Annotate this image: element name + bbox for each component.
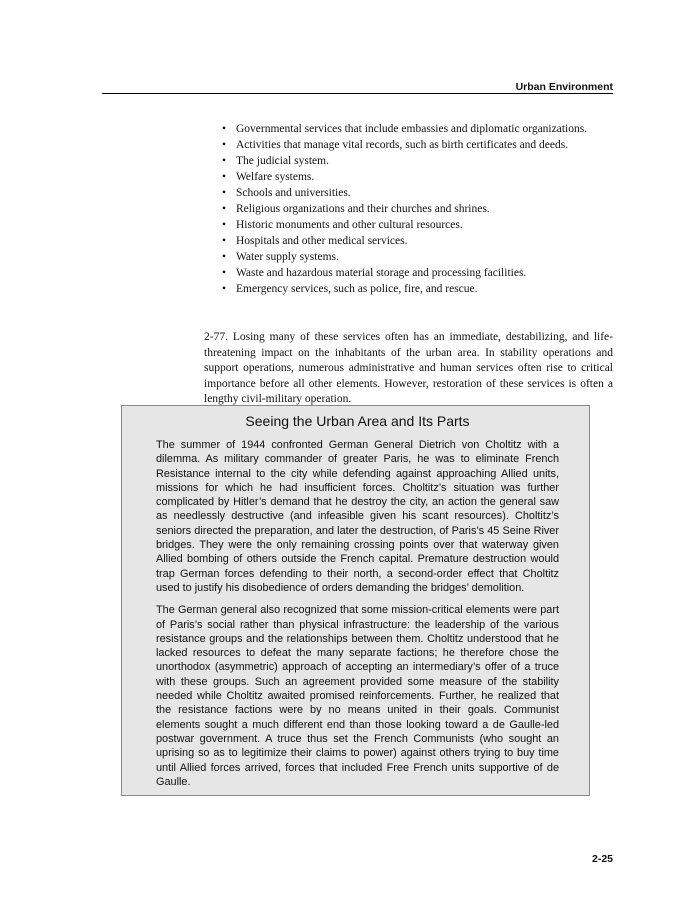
list-item	[220, 186, 613, 202]
bullet-icon: •	[222, 283, 227, 295]
vignette-sidebar	[121, 405, 590, 796]
bullet-icon: •	[222, 267, 227, 279]
sidebar-paragraph: The summer of 1944 confronted German General Dietrich von Choltitz with a dilemma. As military commander of greater Paris, he was to eliminate French Resistance internal to the city while defending against approaching Allied units, missions for which he had insufficient forces. Choltitz’s situation was further complicated by Hitler’s demand that he destroy the city, an action the general saw as needlessly destructive (and infeasible given his scant resources). Choltitz’s seniors directed the preparation, and later the destruction, of Paris’s 45 Seine River bridges. They were the only remaining crossing points over that waterway given Allied bombing of others outside the French capital. Premature destruction would trap German forces defending to their north, a second-order effect that Choltitz used to justify his disobedience of orders demanding the bridges’ demolition.	[156, 439, 559, 594]
list-item	[220, 234, 613, 250]
header-rule	[102, 93, 613, 94]
list-item-text: The judicial system.	[236, 155, 329, 167]
bullet-icon: •	[222, 187, 227, 199]
sidebar-title: Seeing the Urban Area and Its Parts	[245, 413, 470, 429]
bullet-icon: •	[222, 251, 227, 263]
list-item-text: Activities that manage vital records, such as birth certificates and deeds.	[236, 139, 569, 151]
list-item	[220, 282, 613, 298]
list-item-text: Schools and universities.	[236, 187, 351, 199]
list-item-text: Religious organizations and their churches and shrines.	[236, 203, 490, 215]
list-item	[220, 202, 613, 218]
bullet-icon: •	[222, 219, 227, 231]
sidebar-paragraph: The German general also recognized that some mission-critical elements were part of Paris’s social rather than physical infrastructure: the leadership of the various resistance groups and the relationships between them. Choltitz understood that he lacked resources to defeat the many separate factions; he therefore chose the unorthodox (asymmetric) approach of accepting an intermediary’s offer of a truce with these groups. Such an agreement provided some measure of the stability needed while Choltitz awaited promised reinforcements. Further, he realized that the resistance factions were by no means united in their goals. Communist elements sought a much different end than those looking toward a de Gaulle-led postwar government. A truce thus set the French Communists (who sought an uprising so as to legitimize their claims to power) against others trying to buy time until Allied forces arrived, forces that included Free French units supportive of de Gaulle.	[156, 604, 559, 788]
bullet-icon: •	[222, 139, 227, 151]
list-item-text: Waste and hazardous material storage and processing facilities.	[236, 267, 527, 279]
running-header-title: Urban Environment	[515, 81, 613, 93]
list-item	[220, 266, 613, 282]
list-item-text: Hospitals and other medical services.	[236, 235, 408, 247]
list-item	[220, 250, 613, 266]
services-bullet-list	[220, 122, 613, 298]
page-number: 2-25	[591, 853, 613, 865]
list-item	[220, 154, 613, 170]
list-item-text: Historic monuments and other cultural resources.	[236, 219, 463, 231]
bullet-icon: •	[222, 155, 227, 167]
bullet-icon: •	[222, 123, 227, 135]
list-item-text: Welfare systems.	[236, 171, 315, 183]
list-item-text: Governmental services that include embassies and diplomatic organizations.	[236, 123, 588, 135]
list-item	[220, 218, 613, 234]
bullet-icon: •	[222, 171, 227, 183]
bullet-icon: •	[222, 235, 227, 247]
list-item-text: Water supply systems.	[236, 251, 339, 263]
paragraph-2-77: 2-77. Losing many of these services often has an immediate, destabilizing, and life-threatening impact on the inhabitants of the urban area. In stability operations and support operations, numerous administrative and human services often rise to critical importance before all other elements. However, restoration of these services is often a lengthy civil-military operation.	[204, 331, 613, 405]
bullet-icon: •	[222, 203, 227, 215]
list-item	[220, 138, 613, 154]
list-item	[220, 122, 613, 138]
list-item-text: Emergency services, such as police, fire, and rescue.	[236, 283, 478, 295]
list-item	[220, 170, 613, 186]
